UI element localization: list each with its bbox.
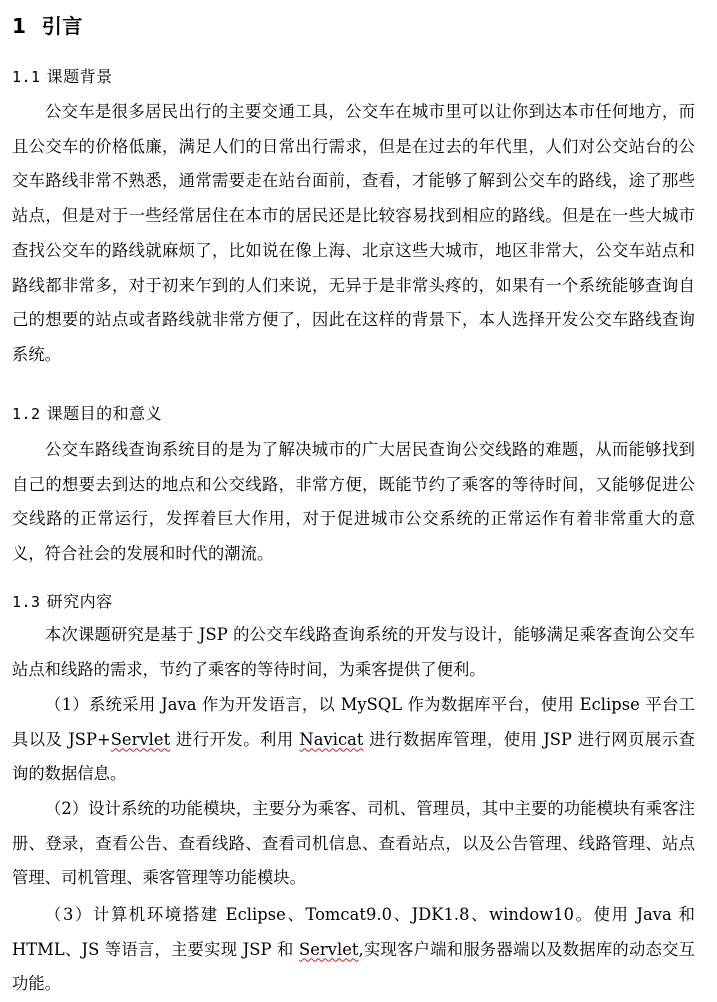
paragraph-item-2: （2）设计系统的功能模块，主要分为乘客、司机、管理员，其中主要的功能模块有乘客注册、登录，查看公告、查看线路、查看司机信息、查看站点，以及公告管理、线路管理、站点管理、司机管理、乘客管理等功能模块。 — [12, 799, 695, 888]
item3-text-b: ,实现客户端和服务器端以及数据库的动态交互功能。 — [12, 939, 695, 994]
section-number: 1.1 — [12, 68, 41, 86]
section-title: 课题背景 — [46, 67, 113, 86]
chapter-heading — [12, 10, 83, 42]
section-title: 课题目的和意义 — [46, 404, 163, 423]
paragraph-item-3 — [12, 898, 695, 1002]
item3-servlet-term: Servlet — [299, 939, 359, 959]
section-number: 1.3 — [12, 593, 41, 611]
section-number: 1.2 — [12, 405, 41, 423]
section-heading-1-3 — [12, 589, 113, 615]
item1-text-b: 进行开发。利用 — [170, 729, 300, 749]
chapter-title: 引言 — [41, 14, 83, 38]
section-title: 研究内容 — [46, 592, 113, 611]
item1-servlet-term: Servlet — [110, 729, 171, 749]
section-heading-1-2 — [12, 401, 162, 427]
item1-text-a: （1）系统采用 Java 作为开发语言，以 MySQL 作为数据库平台，使用 Eclipse 平台工具以及 JSP+ — [12, 695, 695, 749]
item1-navicat-term: Navicat — [299, 729, 364, 749]
paragraph-purpose: 公交车路线查询系统目的是为了解决城市的广大居民查询公交线路的难题，从而能够找到自己的想要去到达的地点和公交线路，非常方便，既能节约了乘客的等待时间，又能够促进公交线路的正常运行，发挥着巨大作用，对于促进城市公交系统的正常运作有着非常重大的意义，符合社会的发展和时代的潮流。 — [12, 440, 695, 564]
item3-text-a: （3）计算机环境搭建 Eclipse、Tomcat9.0、JDK1.8、window10。使用 Java 和 HTML、JS 等语言，主要实现 JSP 和 — [12, 905, 695, 959]
paragraph-research-intro: 本次课题研究是基于 JSP 的公交车线路查询系统的开发与设计，能够满足乘客查询公交车站点和线路的需求，节约了乘客的等待时间，为乘客提供了便利。 — [12, 625, 695, 679]
item1-text-c: 进行数据库管理，使用 JSP 进行网页展示查询的数据信息。 — [12, 729, 695, 784]
paragraph-background: 公交车是很多居民出行的主要交通工具，公交车在城市里可以让你到达本市任何地方，而且公交车的价格低廉，满足人们的日常出行需求，但是在过去的年代里，人们对公交站台的公交车路线非常不熟悉，通常需要走在站台面前，查看，才能够了解到公交车的路线，途了那些站点，但是对于一些经常居住在本市的居民还是比较容易找到相应的路线。但是在一些大城市查找公交车的路线就麻烦了，比如说在像上海、北京这些大城市，地区非常大，公交车站点和路线都非常多，对于初来乍到的人们来说，无异于是非常头疼的，如果有一个系统能够查询自己的想要的站点或者路线就非常方便了，因此在这样的背景下，本人选择开发公交车路线查询系统。 — [12, 102, 695, 364]
section-heading-1-1 — [12, 64, 113, 90]
chapter-number: 1 — [12, 14, 27, 38]
paragraph-item-1 — [12, 688, 695, 792]
